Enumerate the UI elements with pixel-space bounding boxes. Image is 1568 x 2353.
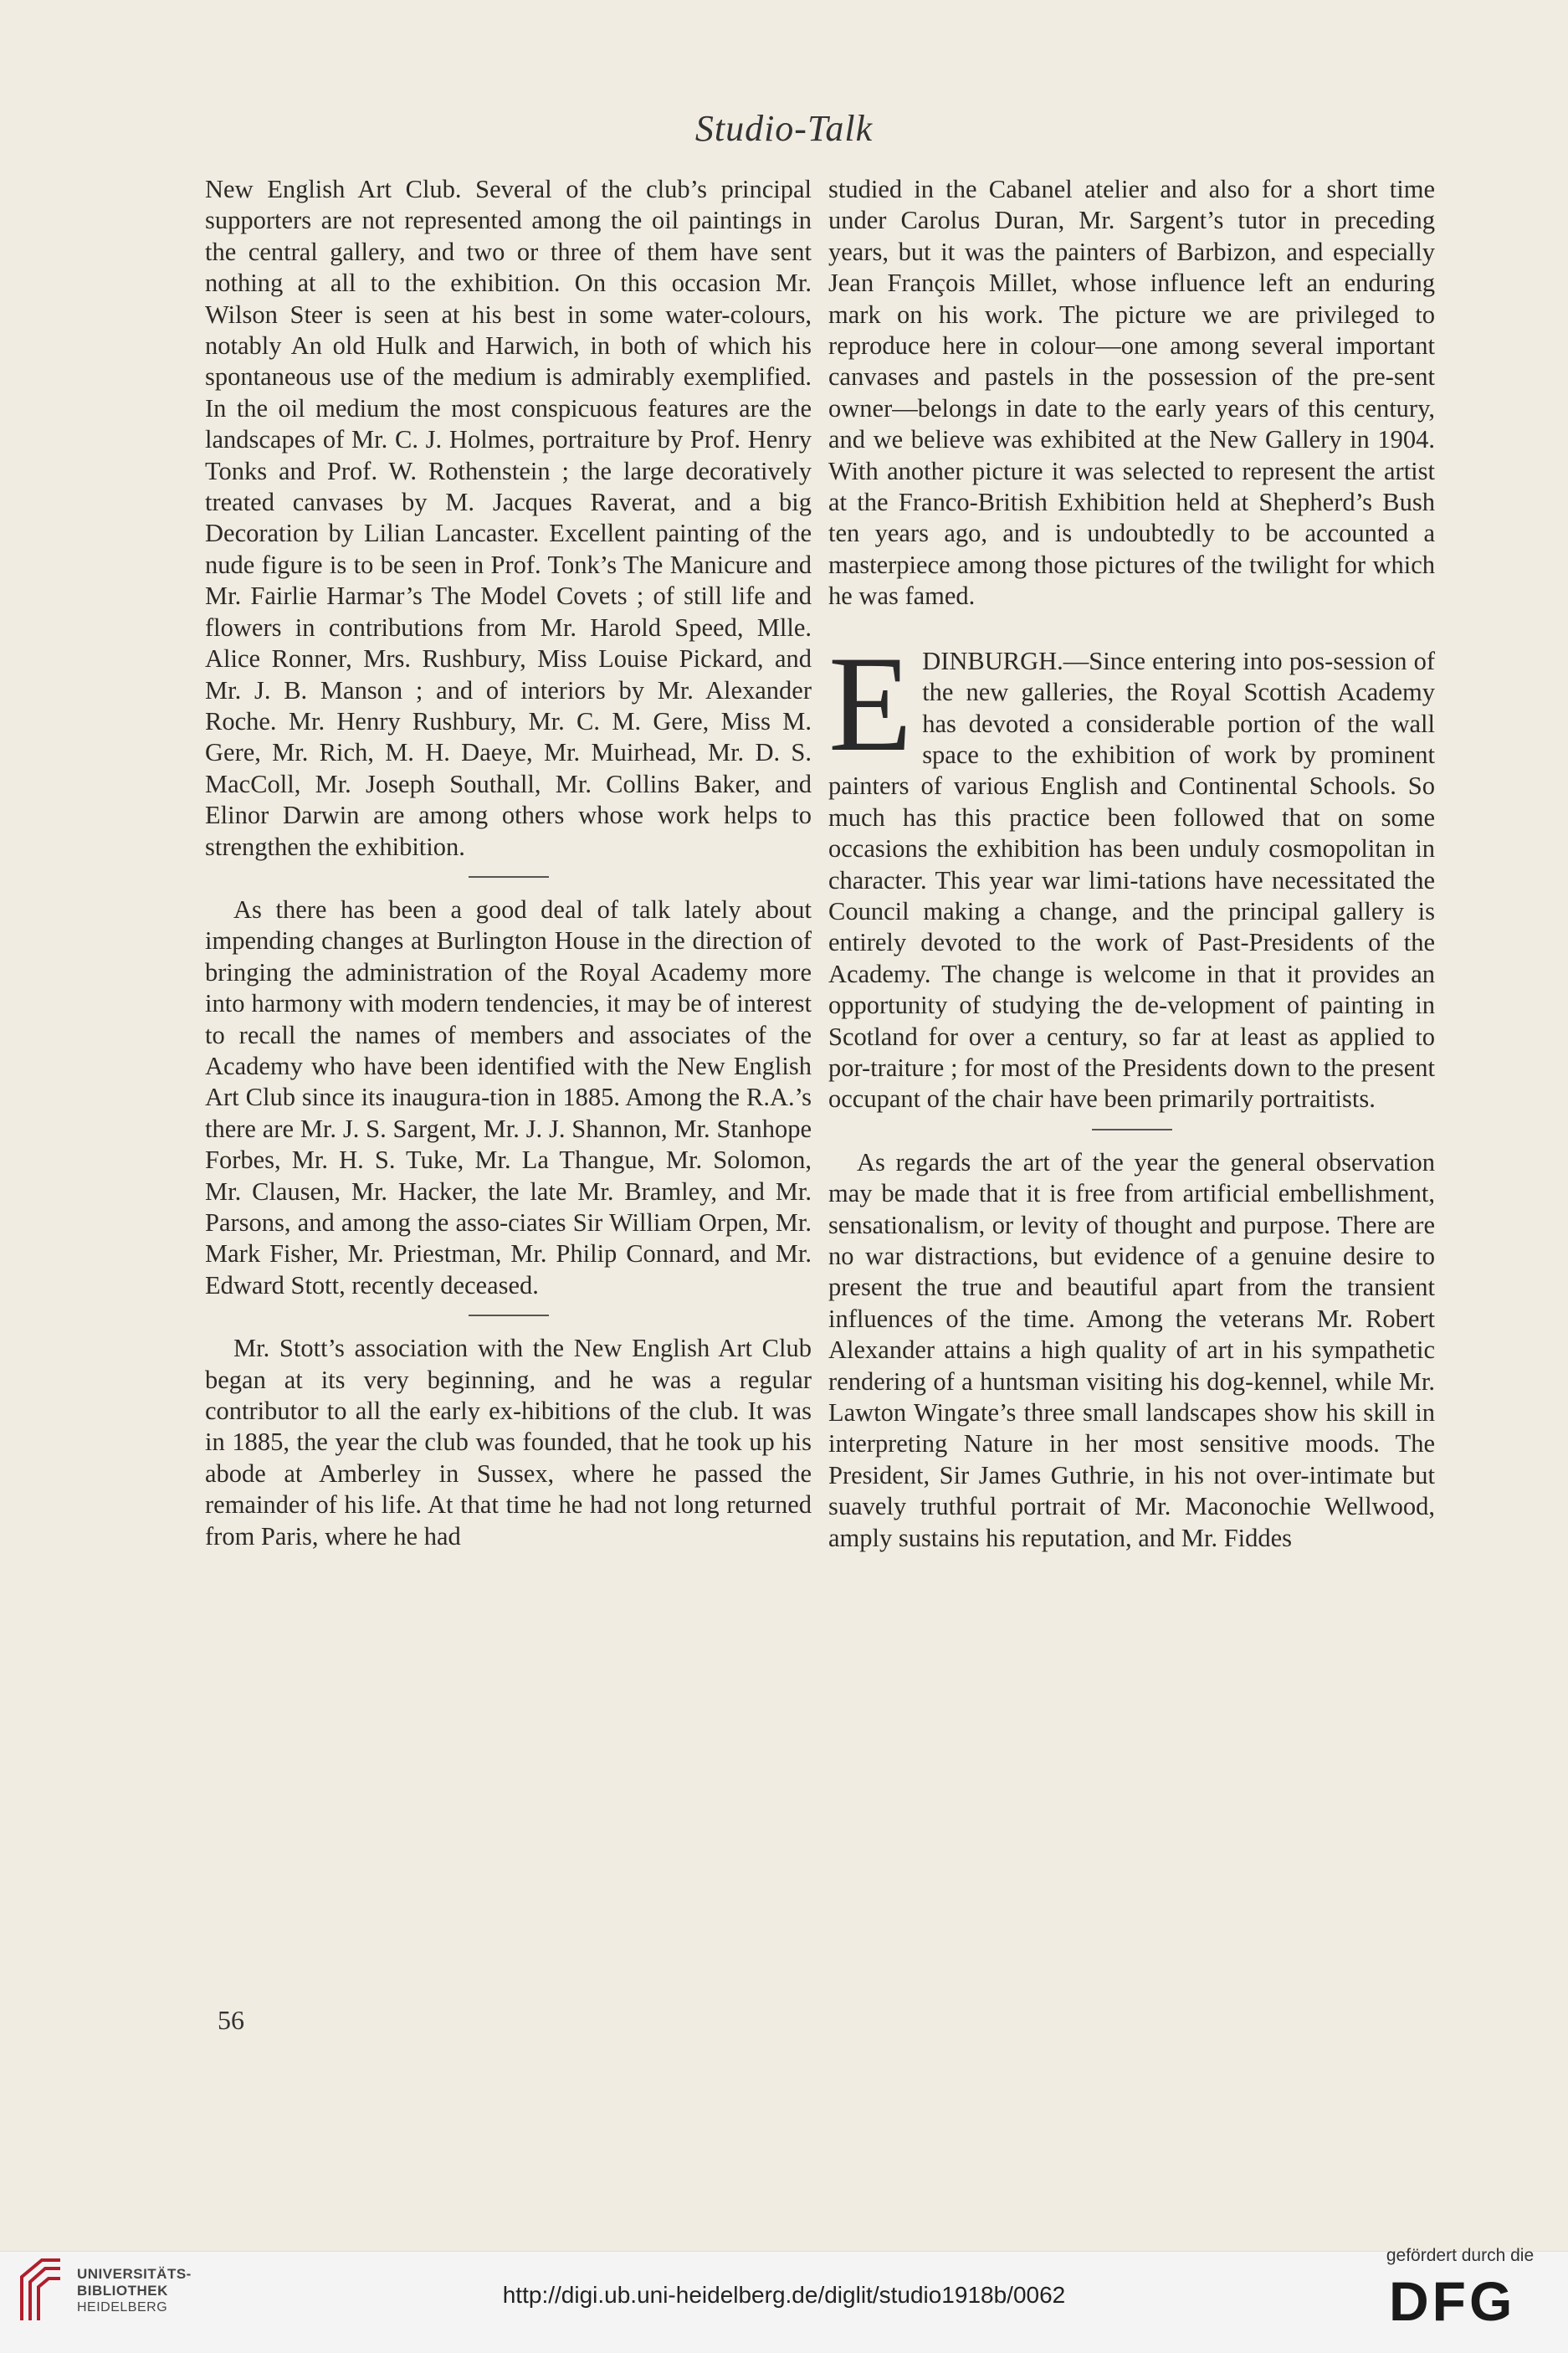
left-paragraph-1: New English Art Club. Several of the club’s principal supporters are not represented among the oil paintings in the central gallery, and two or three of them have sent nothing at all to the exhibition. On this occasion Mr. Wilson Steer is seen at his best in some water-colours, notably An old Hulk and Harwich, in both of which his spontaneous use of the medium is admirably exemplified. In the oil medium the most conspicuous features are the landscapes of Mr. C. J. Holmes, portraiture by Prof. Henry Tonks and Prof. W. Rothenstein ; the large decoratively treated canvases by M. Jacques Raverat, and a big Decoration by Lilian Lancaster. Excellent painting of the nude figure is to be seen in Prof. Tonk’s The Manicure and Mr. Fairlie Harmar’s The Model Covets ; of still life and flowers in contributions from Mr. Harold Speed, Mlle. Alice Ronner, Mrs. Rushbury, Miss Louise Pickard, and Mr. J. B. Manson ; and of interiors by Mr. Alexander Roche. Mr. Henry Rushbury, Mr. C. M. Gere, Miss M. Gere, Mr. Rich, M. H. Daeye, Mr. Muirhead, Mr. D. S. MacColl, Mr. Joseph Southall, Mr. Collins Baker, and Elinor Darwin are among others whose work helps to strengthen the exhibition. xyxy=(205,175,812,861)
library-name: UNIVERSITÄTS- BIBLIOTHEK HEIDELBERG xyxy=(77,2266,192,2315)
right-paragraph-3: As regards the art of the year the general observation may be made that it is free from artificial embellishment, sensationalism, or levity of thought and purpose. There are no war distractions, but evidence of a genuine desire to present the true and beautiful apart from the transient influences of the time. Among the veterans Mr. Robert Alexander attains a high quality of art in his sympathetic rendering of a huntsman visiting his dog-kennel, while Mr. Lawton Wingate’s three small landscapes show his skill in interpreting Nature in her most sensitive moods. The President, Sir James Guthrie, in his not over-intimate but suavely truthful portrait of Mr. Maconochie Wellwood, amply sustains his reputation, and Mr. Fiddes xyxy=(828,1147,1435,1552)
sponsor-text: gefördert durch die xyxy=(1386,2246,1535,2265)
right-paragraph-1: studied in the Cabanel atelier and also for a short time under Carolus Duran, Mr. Sargent’s tutor in preceding years, but it was the painters of Barbizon, and especially Jean François Millet, whose influence left an enduring mark on his work. The picture we are privileged to reproduce here in colour—one among several important canvases and pastels in the possession of the pre-sent owner—belongs in date to the early years of this century, and we believe was exhibited at the New Gallery in 1904. With another picture it was selected to represent the artist at the Franco-British Exhibition held at Shepherd’s Bush ten years ago, and is undoubtedly to be accounted a masterpiece among those pictures of the twilight for which he was famed. xyxy=(828,175,1435,611)
section-divider xyxy=(469,1315,549,1316)
section-spacer xyxy=(828,613,1435,646)
running-title: Studio-Talk xyxy=(694,108,874,149)
left-paragraph-3: Mr. Stott’s association with the New English Art Club began at its very beginning, and he was a regular contributor to all the early ex-hibitions of the club. It was in 1885, the year the club was founded, that he took up his abode at Amberley in Sussex, where he passed the remainder of his life. At that time he had not long returned from Paris, where he had xyxy=(205,1334,812,1551)
right-paragraph-2-text: DINBURGH.—Since entering into pos-session of the new galleries, the Royal Scottish Academy has devoted a considerable portion of the wall space to the exhibition of work by prominent painters of various English and Continental Schools. So much has this practice been followed that on some occasions the exhibition has been unduly cosmopolitan in character. This year war limi-tations have necessitated the Council making a change, and the principal gallery is entirely devoted to the work of Past-Presidents of the Academy. The change is welcome in that it provides an opportunity of studying the de-velopment of painting in Scotland for over a century, so far at least as applied to por-traiture ; for most of the Presidents down to the present occupant of the chair have been primarily portraitists. xyxy=(828,646,1435,1114)
drop-cap: E xyxy=(828,628,913,780)
right-column xyxy=(828,174,1435,1554)
page-number: 56 xyxy=(218,2005,244,2035)
right-paragraph-2 xyxy=(828,628,1435,1115)
left-paragraph-2: As there has been a good deal of talk lately about impending changes at Burlington House in the direction of bringing the administration of the Royal Academy more into harmony with modern tendencies, it may be of interest to recall the names of members and associates of the Academy who have been identified with the New English Art Club since its inaugura-tion in 1885. Among the R.A.’s there are Mr. J. S. Sargent, Mr. J. J. Shannon, Mr. Stanhope Forbes, Mr. H. S. Tuke, Mr. La Thangue, Mr. Solomon, Mr. Clausen, Mr. Hacker, the late Mr. Bramley, and Mr. Parsons, and among the asso-ciates Sir William Orpen, Mr. Mark Fisher, Mr. Priestman, Mr. Philip Connard, and Mr. Edward Stott, recently deceased. xyxy=(205,895,812,1300)
source-url-link[interactable]: http://digi.ub.uni-heidelberg.de/diglit/studio1918b/0062 xyxy=(502,2282,1066,2308)
left-column xyxy=(205,174,812,1552)
section-divider xyxy=(469,876,549,878)
section-divider xyxy=(1092,1129,1172,1130)
dfg-logo: DFG xyxy=(1389,2270,1516,2332)
